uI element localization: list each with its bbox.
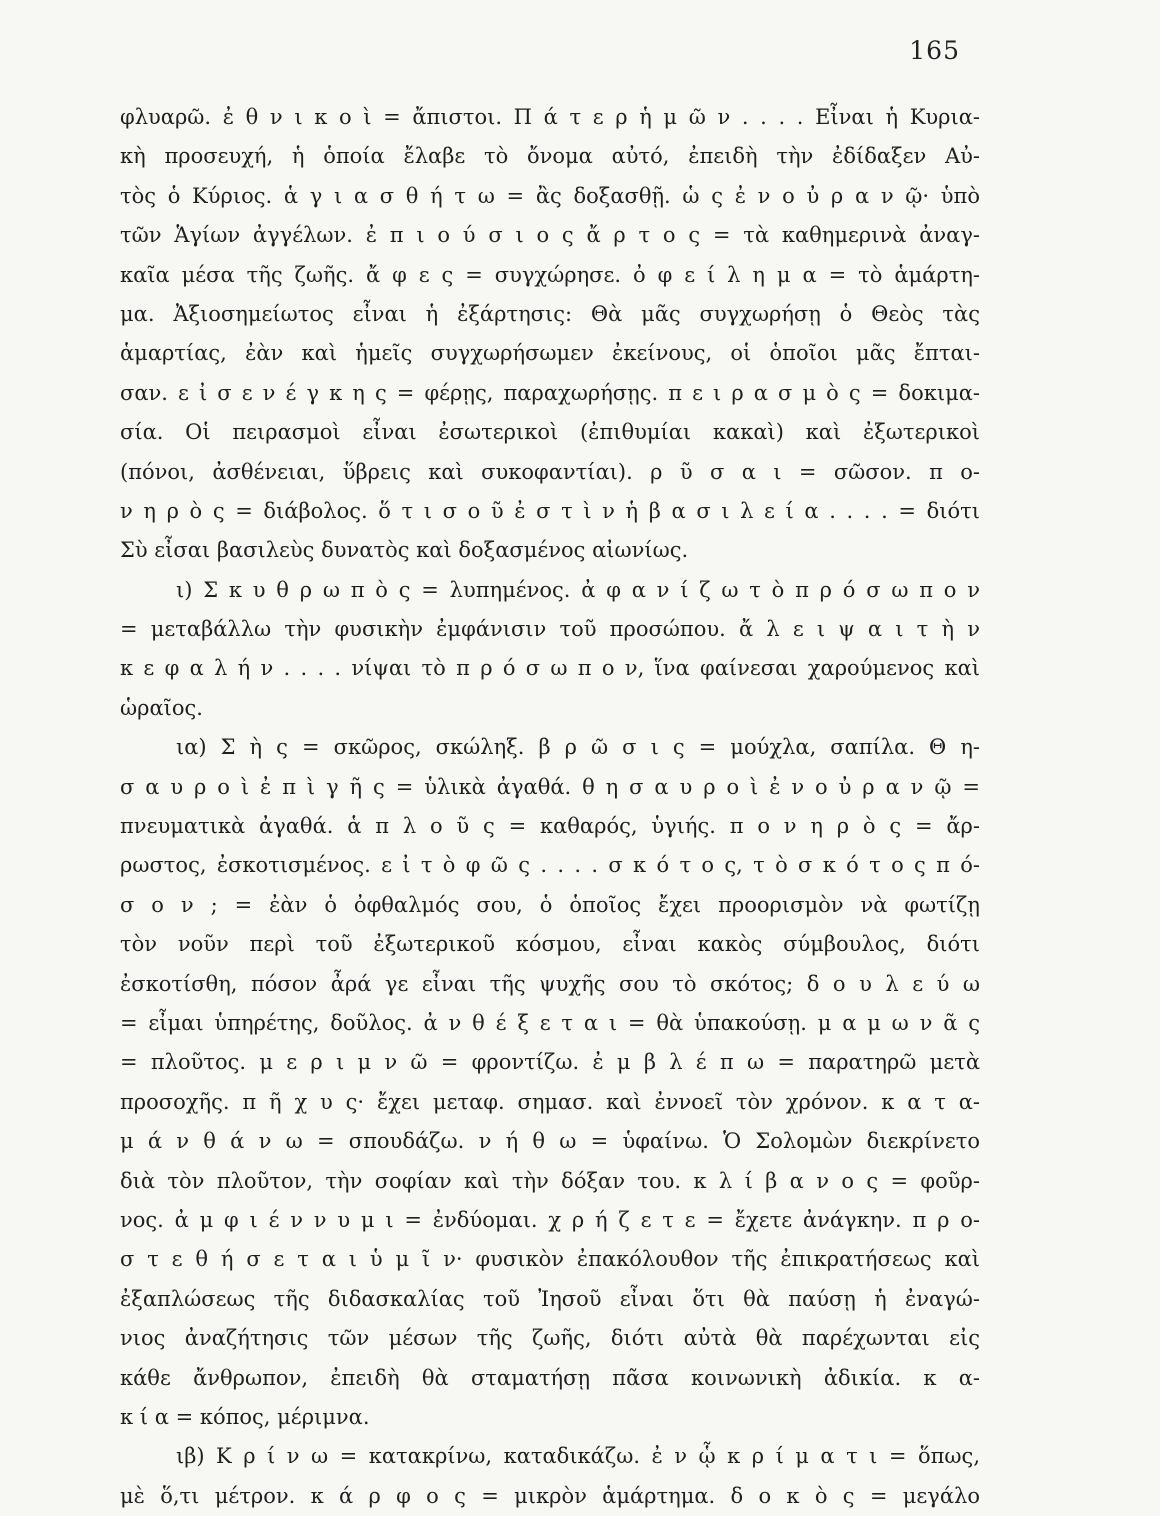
text-line: νος. ἀ μ φ ι έ ν ν υ μ ι = ἐνδύομαι. χ ρ ή ζ ε τ ε = ἔχετε ἀνάγκην. π ρ ο- (120, 1207, 980, 1232)
text-line: διὰ τὸν πλοῦτον, τὴν σοφίαν καὶ τὴν δόξαν του. κ λ ί β α ν ο ς = φοῦρ- (120, 1168, 980, 1193)
text-line: ιβ) Κ ρ ί ν ω = κατακρίνω, καταδικάζω. ἐ ν ᾧ κ ρ ί μ α τ ι = ὅπως, (176, 1444, 980, 1469)
page-number: 165 (909, 36, 960, 65)
text-line: ν η ρ ὸ ς = διάβολος. ὅ τ ι σ ο ῦ ἐ σ τ ὶ ν ἡ β α σ ι λ ε ί α . . . . = διότι (120, 498, 980, 523)
text-line: σία. Οἱ πειρασμοὶ εἶναι ἐσωτερικοὶ (ἐπιθυμίαι κακαὶ) καὶ ἐξωτερικοὶ (120, 420, 980, 445)
text-line: καῖα μέσα τῆς ζωῆς. ἄ φ ε ς = συγχώρησε. ὀ φ ε ί λ η μ α = τὸ ἁμάρτη- (120, 262, 980, 287)
text-line: κὴ προσευχή, ἡ ὁποία ἔλαβε τὸ ὄνομα αὐτό, ἐπειδὴ τὴν ἐδίδαξεν Αὐ- (120, 144, 980, 169)
text-line: μὲ ὅ,τι μέτρον. κ ά ρ φ ο ς = μικρὸν ἁμάρτημα. δ ο κ ὸ ς = μεγάλο (120, 1483, 980, 1508)
text-line: κ ε φ α λ ή ν . . . . νίψαι τὸ π ρ ό σ ω π ο ν, ἵνα φαίνεσαι χαρούμενος καὶ (120, 656, 980, 681)
text-line: σ ο ν ; = ἐὰν ὁ ὀφθαλμός σου, ὁ ὁποῖος ἔχει προορισμὸν νὰ φωτίζῃ (120, 892, 980, 917)
text-line: μ ά ν θ ά ν ω = σπουδάζω. ν ή θ ω = ὑφαίνω. Ὁ Σολομὼν διεκρίνετο (120, 1129, 980, 1154)
text-line: τῶν Ἁγίων ἀγγέλων. ἐ π ι ο ύ σ ι ο ς ἄ ρ τ ο ς = τὰ καθημερινὰ ἀναγ- (120, 223, 980, 248)
text-line: ἐσκοτίσθη, πόσον ἆρά γε εἶναι τῆς ψυχῆς σου τὸ σκότος; δ ο υ λ ε ύ ω (120, 971, 980, 996)
text-line: κ ί α = κόπος, μέριμνα. (120, 1404, 370, 1429)
text-line: = πλοῦτος. μ ε ρ ι μ ν ῶ = φροντίζω. ἐ μ β λ έ π ω = παρατηρῶ μετὰ (120, 1050, 980, 1075)
text-line: τὸς ὁ Κύριος. ἁ γ ι α σ θ ή τ ω = ἂς δοξασθῇ. ὡ ς ἐ ν ο ὐ ρ α ν ῷ· ὑπὸ (120, 183, 980, 208)
text-line: νιος ἀναζήτησις τῶν μέσων τῆς ζωῆς, διότι αὐτὰ θὰ παρέχωνται εἰς (120, 1326, 980, 1351)
text-line: κάθε ἄνθρωπον, ἐπειδὴ θὰ σταματήσῃ πᾶσα κοινωνικὴ ἀδικία. κ α- (120, 1365, 980, 1390)
text-line: πνευματικὰ ἀγαθά. ἁ π λ ο ῦ ς = καθαρός, ὑγιής. π ο ν η ρ ὸ ς = ἄρ- (120, 814, 980, 839)
text-line: τὸν νοῦν περὶ τοῦ ἐξωτερικοῦ κόσμου, εἶναι κακὸς σύμβουλος, διότι (120, 932, 980, 957)
text-line: προσοχῆς. π ῆ χ υ ς· ἔχει μεταφ. σημασ. καὶ ἐννοεῖ τὸν χρόνον. κ α τ α- (120, 1089, 980, 1114)
text-line: σ τ ε θ ή σ ε τ α ι ὑ μ ῖ ν· φυσικὸν ἐπακόλουθον τῆς ἐπικρατήσεως καὶ (120, 1247, 980, 1272)
text-line: ρωστος, ἐσκοτισμένος. ε ἰ τ ὸ φ ῶ ς . . . . σ κ ό τ ο ς, τ ὸ σ κ ό τ ο ς π ό- (120, 853, 980, 878)
text-line: Σὺ εἶσαι βασιλεὺς δυνατὸς καὶ δοξασμένος αἰωνίως. (120, 538, 689, 563)
text-line: ἐξαπλώσεως τῆς διδασκαλίας τοῦ Ἰησοῦ εἶναι ὅτι θὰ παύσῃ ἡ ἐναγώ- (120, 1286, 980, 1311)
text-line: σ α υ ρ ο ὶ ἐ π ὶ γ ῆ ς = ὑλικὰ ἀγαθά. θ η σ α υ ρ ο ὶ ἐ ν ο ὐ ρ α ν ῷ = (120, 774, 980, 799)
text-line: μα. Ἀξιοσημείωτος εἶναι ἡ ἐξάρτησις: Θὰ μᾶς συγχωρήσῃ ὁ Θεὸς τὰς (120, 301, 980, 326)
text-line: σαν. ε ἰ σ ε ν έ γ κ η ς = φέρῃς, παραχωρήσῃς. π ε ι ρ α σ μ ὸ ς = δοκιμα- (120, 380, 980, 405)
text-line: ἁμαρτίας, ἐὰν καὶ ἡμεῖς συγχωρήσωμεν ἐκείνους, οἱ ὁποῖοι μᾶς ἔπται- (120, 341, 980, 366)
text-line: ι) Σ κ υ θ ρ ω π ὸ ς = λυπημένος. ἀ φ α ν ί ζ ω τ ὸ π ρ ό σ ω π ο ν (176, 577, 980, 602)
body-text (120, 98, 980, 1516)
text-line: = μεταβάλλω τὴν φυσικὴν ἐμφάνισιν τοῦ προσώπου. ἄ λ ε ι ψ α ι τ ὴ ν (120, 617, 980, 642)
text-line: ια) Σ ὴ ς = σκῶρος, σκώληξ. β ρ ῶ σ ι ς = μούχλα, σαπίλα. Θ η- (176, 735, 980, 760)
text-line: (πόνοι, ἀσθένειαι, ὕβρεις καὶ συκοφαντίαι). ρ ῦ σ α ι = σῶσον. π ο- (120, 459, 980, 484)
text-line: = εἶμαι ὑπηρέτης, δοῦλος. ἀ ν θ έ ξ ε τ α ι = θὰ ὑπακούσῃ. μ α μ ω ν ᾶ ς (120, 1010, 980, 1035)
text-line: φλυαρῶ. ἐ θ ν ι κ ο ὶ = ἄπιστοι. Π ά τ ε ρ ἡ μ ῶ ν . . . . Εἶναι ἡ Κυρια- (120, 105, 980, 129)
text-line: ὡραῖος. (120, 695, 203, 720)
